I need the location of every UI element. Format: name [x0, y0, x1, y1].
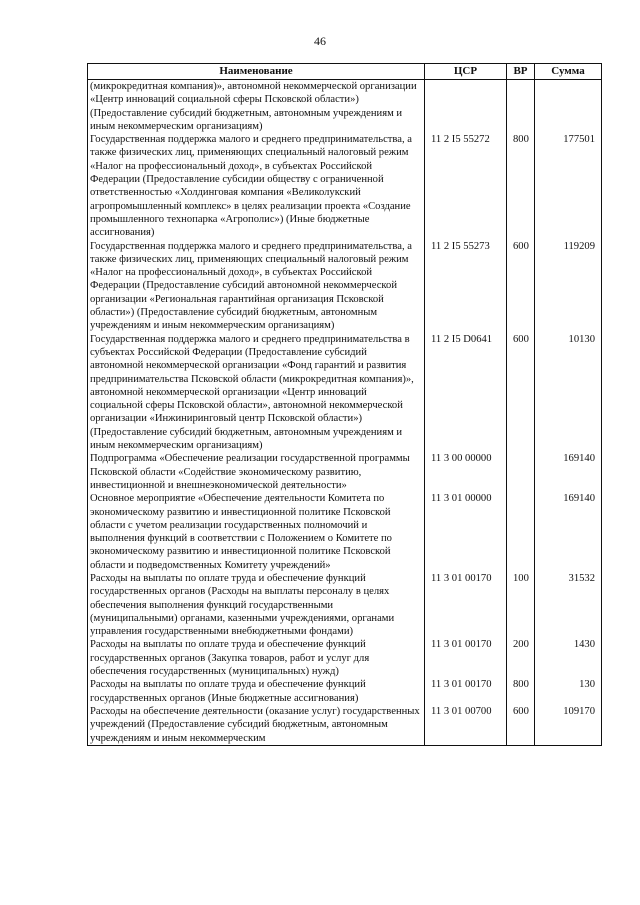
cell-name: Расходы на выплаты по оплате труда и обеспечение функций государственных органов (Иные бюджетные ассигнования)	[88, 678, 425, 705]
cell-sum: 169140	[535, 492, 602, 572]
table-row	[88, 638, 602, 678]
cell-name: Подпрограмма «Обеспечение реализации государственной программы Псковской области «Содействие экономическому развитию, инвестиционной и внешнеэкономической деятельности»	[88, 452, 425, 492]
cell-csr	[425, 80, 507, 134]
budget-table	[87, 63, 602, 746]
cell-name: Государственная поддержка малого и среднего предпринимательства, а также физических лиц, применяющих специальный налоговый режим «Налог на профессиональный доход», в субъектах Российской Федерации (Предоставление субсидий автономной некоммерческой организации «Региональная гарантийная организация Псковской области») (Предоставление субсидий бюджетным, автономным учреждениям и иным некоммерческим организациям)	[88, 240, 425, 333]
cell-csr: 11 2 I5 D0641	[425, 333, 507, 453]
cell-csr: 11 2 I5 55273	[425, 240, 507, 333]
cell-sum	[535, 80, 602, 134]
cell-name: (микрокредитная компания)», автономной некоммерческой организации «Центр инноваций социальной сферы Псковской области») (Предоставление субсидий бюджетным, автономным учреждениям и иным некоммерческим организациям)	[88, 80, 425, 134]
cell-vr: 600	[507, 240, 535, 333]
table-row	[88, 492, 602, 572]
cell-sum: 1430	[535, 638, 602, 678]
cell-name: Расходы на выплаты по оплате труда и обеспечение функций государственных органов (Расходы на выплаты персоналу в целях обеспечения выполнения функций государственными (муниципальными) органами, казенными учреждениями, органами управления государственными внебюджетными фондами)	[88, 572, 425, 638]
cell-sum: 31532	[535, 572, 602, 638]
table-row	[88, 572, 602, 638]
table-row	[88, 705, 602, 745]
cell-csr: 11 3 01 00170	[425, 638, 507, 678]
cell-vr	[507, 80, 535, 134]
cell-vr: 600	[507, 705, 535, 745]
cell-name: Расходы на выплаты по оплате труда и обеспечение функций государственных органов (Закупка товаров, работ и услуг для обеспечения государственных (муниципальных) нужд)	[88, 638, 425, 678]
cell-sum: 119209	[535, 240, 602, 333]
header-name: Наименование	[88, 64, 425, 80]
cell-csr: 11 3 01 00170	[425, 572, 507, 638]
cell-vr	[507, 452, 535, 492]
cell-vr: 200	[507, 638, 535, 678]
cell-name: Государственная поддержка малого и среднего предпринимательства в субъектах Российской Федерации (Предоставление субсидий автономной некоммерческой организации «Фонд гарантий и развития предпринимательства Псковской области (микрокредитная компания)», автономной некоммерческой организации «Центр инноваций социальной сферы Псковской области», автономной некоммерческой организации «Инжиниринговый центр Псковской области») (Предоставление субсидий бюджетным, автономным учреждениям и иным некоммерческим организациям)	[88, 333, 425, 453]
cell-name: Основное мероприятие «Обеспечение деятельности Комитета по экономическому развитию и инвестиционной политике Псковской области с учетом реализации государственных полномочий и выполнения функций в соответствии с Положением о Комитете по экономическому развитию и инвестиционной политике Псковской области и подведомственных Комитету учреждений»	[88, 492, 425, 572]
cell-csr: 11 3 00 00000	[425, 452, 507, 492]
cell-sum: 109170	[535, 705, 602, 745]
cell-sum: 130	[535, 678, 602, 705]
table-row	[88, 80, 602, 134]
page-number: 46	[314, 34, 326, 48]
cell-vr: 800	[507, 133, 535, 239]
header-vr: ВР	[507, 64, 535, 80]
table-row	[88, 240, 602, 333]
table-row	[88, 452, 602, 492]
cell-csr: 11 3 01 00170	[425, 678, 507, 705]
cell-name: Расходы на обеспечение деятельности (оказание услуг) государственных учреждений (Предоставление субсидий бюджетным, автономным учреждениям и иным некоммерческим	[88, 705, 425, 745]
header-sum: Сумма	[535, 64, 602, 80]
cell-vr	[507, 492, 535, 572]
cell-sum: 10130	[535, 333, 602, 453]
cell-sum: 177501	[535, 133, 602, 239]
cell-vr: 600	[507, 333, 535, 453]
table-row	[88, 133, 602, 239]
cell-csr: 11 2 I5 55272	[425, 133, 507, 239]
cell-name: Государственная поддержка малого и среднего предпринимательства, а также физических лиц, применяющих специальный налоговый режим «Налог на профессиональный доход», в субъектах Российской Федерации (Предоставление субсидии обществу с ограниченной ответственностью «Холдинговая компания «Великолукский агропромышленный комплекс» в целях реализации проекта «Создание промышленного технопарка «Агрополис») (Иные бюджетные ассигнования)	[88, 133, 425, 239]
table-header-row	[88, 64, 602, 80]
table-row	[88, 333, 602, 453]
cell-sum: 169140	[535, 452, 602, 492]
cell-vr: 100	[507, 572, 535, 638]
cell-csr: 11 3 01 00000	[425, 492, 507, 572]
table-row	[88, 678, 602, 705]
header-csr: ЦСР	[425, 64, 507, 80]
cell-vr: 800	[507, 678, 535, 705]
cell-csr: 11 3 01 00700	[425, 705, 507, 745]
